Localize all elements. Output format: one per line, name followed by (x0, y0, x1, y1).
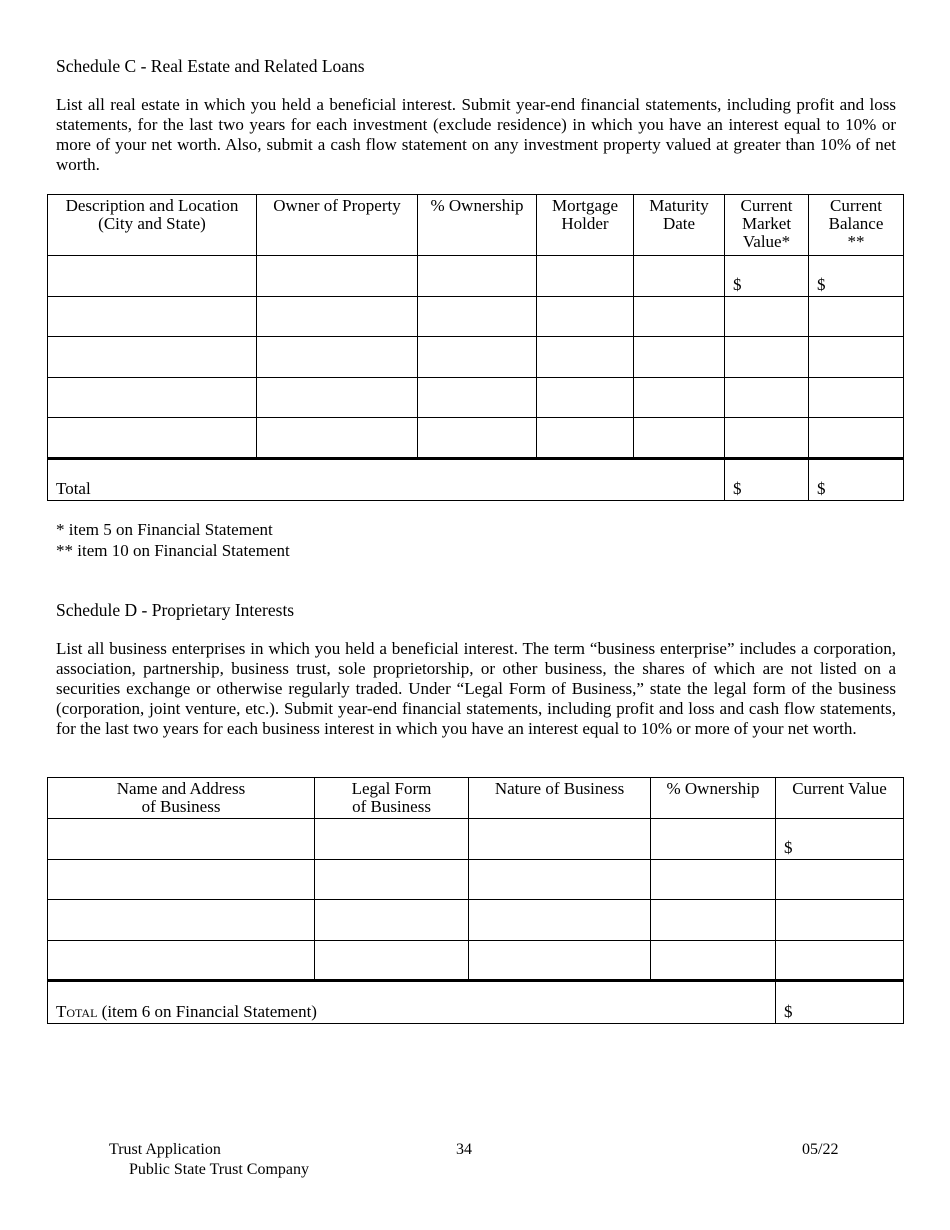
entry-cell[interactable] (809, 418, 904, 459)
col-header-maturity-date: Maturity Date (634, 195, 725, 256)
entry-cell[interactable] (257, 297, 418, 337)
table-header-row (48, 195, 904, 256)
total-row (48, 981, 904, 1024)
col-header-name-address: Name and Address of Business (48, 778, 315, 819)
entry-cell[interactable] (537, 337, 634, 378)
table-row (48, 900, 904, 941)
entry-cell[interactable] (469, 900, 651, 941)
entry-cell[interactable] (48, 378, 257, 418)
entry-cell[interactable] (651, 941, 776, 981)
real-estate-table (47, 194, 904, 501)
footnote-market-value: * item 5 on Financial Statement (56, 520, 273, 539)
col-header-current-value: Current Value (776, 778, 904, 819)
footnote-balance: ** item 10 on Financial Statement (56, 541, 290, 560)
balance-cell[interactable]: $ (809, 256, 904, 297)
entry-cell[interactable] (418, 337, 537, 378)
col-header-description: Description and Location (City and State) (48, 195, 257, 256)
entry-cell[interactable] (48, 297, 257, 337)
entry-cell[interactable] (315, 900, 469, 941)
total-row (48, 459, 904, 501)
footnotes (56, 519, 290, 561)
entry-cell[interactable] (257, 418, 418, 459)
schedule-d-title: Schedule D - Proprietary Interests (56, 600, 295, 620)
entry-cell[interactable] (776, 900, 904, 941)
col-header-owner: Owner of Property (257, 195, 418, 256)
total-balance-cell[interactable]: $ (809, 459, 904, 501)
entry-cell[interactable] (725, 418, 809, 459)
schedule-c-title: Schedule C - Real Estate and Related Loans (56, 56, 365, 76)
entry-cell[interactable] (651, 900, 776, 941)
entry-cell[interactable] (418, 256, 537, 297)
entry-cell[interactable] (257, 337, 418, 378)
entry-cell[interactable] (809, 378, 904, 418)
entry-cell[interactable] (809, 297, 904, 337)
entry-cell[interactable] (48, 860, 315, 900)
col-header-balance: Current Balance ** (809, 195, 904, 256)
entry-cell[interactable] (315, 819, 469, 860)
entry-cell[interactable] (48, 256, 257, 297)
total-current-value-cell[interactable]: $ (776, 981, 904, 1024)
entry-cell[interactable] (537, 297, 634, 337)
entry-cell[interactable] (537, 378, 634, 418)
entry-cell[interactable] (634, 378, 725, 418)
col-header-legal-form: Legal Form of Business (315, 778, 469, 819)
entry-cell[interactable] (418, 297, 537, 337)
schedule-c-description: List all real estate in which you held a beneficial interest. Submit year-end financial statements, including profit and loss statements, for the last two years for each investment (exclude residence) in which you have an interest equal to 10% or more of your net worth. Also, submit a cash flow statement on any investment property valued at greater than 10% of net worth. (56, 95, 896, 174)
footer-page-number: 34 (456, 1141, 472, 1158)
entry-cell[interactable] (257, 256, 418, 297)
footer-company: Public State Trust Company (129, 1161, 310, 1178)
entry-cell[interactable] (469, 941, 651, 981)
entry-cell[interactable] (537, 256, 634, 297)
footer-date: 05/22 (802, 1141, 839, 1158)
total-label: Total (48, 459, 725, 501)
entry-cell[interactable] (48, 900, 315, 941)
entry-cell[interactable] (725, 297, 809, 337)
entry-cell[interactable] (651, 819, 776, 860)
entry-cell[interactable] (469, 860, 651, 900)
entry-cell[interactable] (469, 819, 651, 860)
footer-doc-title: Trust Application (109, 1141, 221, 1158)
entry-cell[interactable] (651, 860, 776, 900)
current-value-cell[interactable]: $ (776, 819, 904, 860)
entry-cell[interactable] (634, 418, 725, 459)
col-header-mortgage-holder: Mortgage Holder (537, 195, 634, 256)
entry-cell[interactable] (48, 819, 315, 860)
total-label: Total (item 6 on Financial Statement) (48, 981, 776, 1024)
entry-cell[interactable] (634, 337, 725, 378)
table-row (48, 819, 904, 860)
total-market-value-cell[interactable]: $ (725, 459, 809, 501)
table-row (48, 418, 904, 459)
table-row (48, 297, 904, 337)
table-row (48, 256, 904, 297)
entry-cell[interactable] (48, 941, 315, 981)
market-value-cell[interactable]: $ (725, 256, 809, 297)
entry-cell[interactable] (418, 418, 537, 459)
table-row (48, 860, 904, 900)
entry-cell[interactable] (48, 337, 257, 378)
col-header-nature: Nature of Business (469, 778, 651, 819)
table-header-row (48, 778, 904, 819)
entry-cell[interactable] (725, 337, 809, 378)
schedule-d-description: List all business enterprises in which you held a beneficial interest. The term “business enterprise” includes a corporation, association, partnership, business trust, sole proprietorship, or other business, the shares of which are not listed on a securities exchange or otherwise regularly traded. Under “Legal Form of Business,” state the legal form of the business (corporation, joint venture, etc.). Submit year-end financial statements, including profit and loss and cash flow statements, for the last two years for each business interest in which you have an interest equal to 10% or more of your net worth. (56, 639, 896, 738)
entry-cell[interactable] (776, 860, 904, 900)
entry-cell[interactable] (725, 378, 809, 418)
entry-cell[interactable] (809, 337, 904, 378)
entry-cell[interactable] (776, 941, 904, 981)
table-row (48, 378, 904, 418)
col-header-ownership: % Ownership (651, 778, 776, 819)
entry-cell[interactable] (634, 297, 725, 337)
col-header-market-value: Current Market Value* (725, 195, 809, 256)
entry-cell[interactable] (315, 941, 469, 981)
entry-cell[interactable] (537, 418, 634, 459)
entry-cell[interactable] (48, 418, 257, 459)
entry-cell[interactable] (634, 256, 725, 297)
entry-cell[interactable] (315, 860, 469, 900)
col-header-ownership: % Ownership (418, 195, 537, 256)
table-row (48, 941, 904, 981)
proprietary-interests-table (47, 777, 904, 1024)
table-row (48, 337, 904, 378)
entry-cell[interactable] (418, 378, 537, 418)
entry-cell[interactable] (257, 378, 418, 418)
